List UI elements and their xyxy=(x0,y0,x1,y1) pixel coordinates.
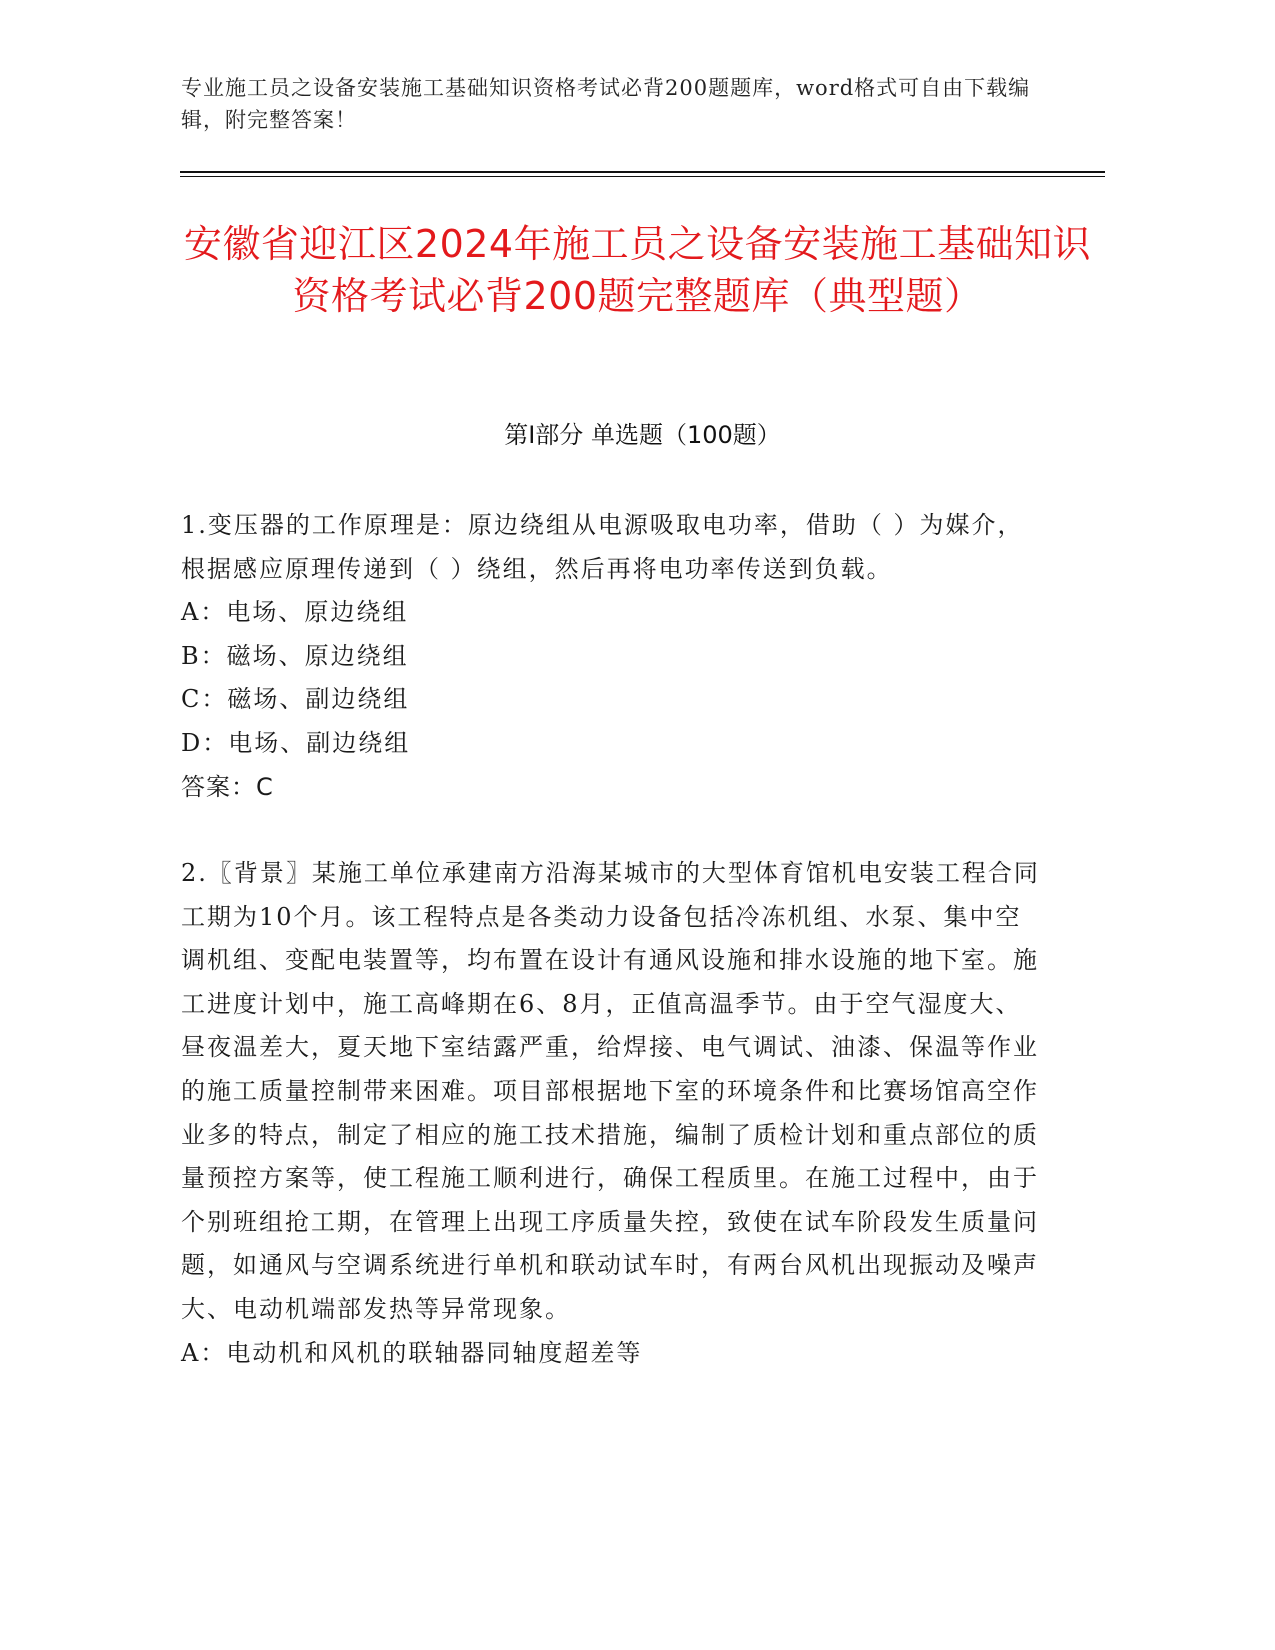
option-a: A：电场、原边绕组 xyxy=(181,598,409,627)
question-stem: 1.变压器的工作原理是：原边绕组从电源吸取电功率，借助（ ）为媒介，根据感应原理传递到（ ）绕组，然后再将电功率传送到负载。 xyxy=(181,511,1024,583)
question-stem: 2.〖背景〗某施工单位承建南方沿海某城市的大型体育馆机电安装工程合同工期为10个月。该工程特点是各类动力设备包括冷冻机组、水泵、集中空调机组、变配电装置等，均布置在设计有通风设施和排水设施的地下室。施工进度计划中，施工高峰期在6、8月，正值高温季节。由于空气湿度大、昼夜温差大，夏天地下室结露严重，给焊接、电气调试、油漆、保温等作业的施工质量控制带来困难。项目部根据地下室的环境条件和比赛场馆高空作业多的特点，制定了相应的施工技术措施，编制了质检计划和重点部位的质量预控方案等，使工程施工顺利进行，确保工程质里。在施工过程中，由于个别班组抢工期，在管理上出现工序质量失控，致使在试车阶段发生质量问题，如通风与空调系统进行单机和联动试车时，有两台风机出现振动及噪声大、电动机端部发热等异常现象。 xyxy=(181,859,1040,1323)
header-rule-thick xyxy=(180,171,1105,173)
section-title: 第Ⅰ部分 单选题（100题） xyxy=(504,421,781,449)
header-rule-thin xyxy=(180,176,1105,177)
question-1 xyxy=(181,504,1041,809)
option-c: C：磁场、副边绕组 xyxy=(181,685,410,714)
answer: 答案：C xyxy=(181,772,274,801)
header-note: 专业施工员之设备安装施工基础知识资格考试必背200题题库，word格式可自由下载编辑，附完整答案！ xyxy=(181,76,1031,132)
option-d: D：电场、副边绕组 xyxy=(181,728,411,757)
option-a: A：电动机和风机的联轴器同轴度超差等 xyxy=(181,1338,643,1367)
option-b: B：磁场、原边绕组 xyxy=(181,641,409,670)
document-title: 安徽省迎江区2024年施工员之设备安装施工基础知识资格考试必背200题完整题库（典型题） xyxy=(183,222,1092,318)
question-2 xyxy=(181,852,1041,1375)
